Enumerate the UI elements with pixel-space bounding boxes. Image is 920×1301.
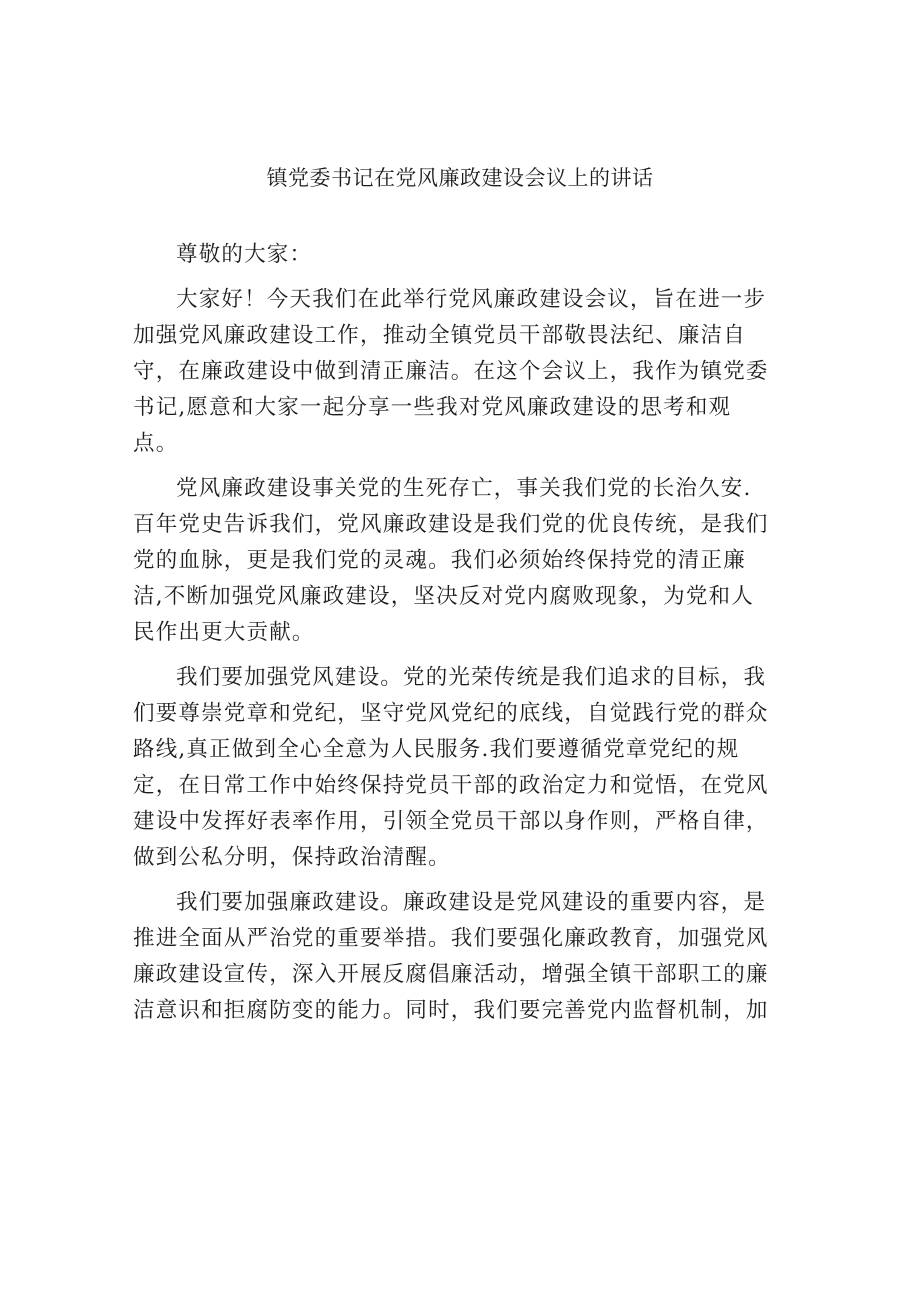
paragraph-line: 民作出更大贡献。 bbox=[133, 620, 315, 645]
paragraph-opening bbox=[133, 282, 785, 462]
salutation: 尊敬的大家： bbox=[176, 242, 313, 267]
paragraph-line: 大家好！今天我们在此举行党风廉政建设会议，旨在进一步 bbox=[176, 287, 767, 312]
paragraph-line: 我们要加强廉政建设。廉政建设是党风建设的重要内容，是 bbox=[176, 890, 767, 915]
paragraph-party-conduct bbox=[133, 660, 785, 876]
paragraph-line: 洁意识和拒腐防变的能力。同时，我们要完善党内监督机制，加 bbox=[133, 998, 769, 1023]
document-body bbox=[133, 237, 785, 1029]
paragraph-line: 定，在日常工作中始终保持党员干部的政治定力和觉悟，在党风 bbox=[133, 773, 769, 798]
document-title: 镇党委书记在党风廉政建设会议上的讲话 bbox=[266, 166, 654, 190]
paragraph-line: 洁,不断加强党风廉政建设，坚决反对党内腐败现象，为党和人 bbox=[133, 584, 754, 609]
paragraph-line: 建设中发挥好表率作用，引领全党员干部以身作则，严格自律， bbox=[133, 809, 769, 834]
paragraph-line: 党风廉政建设事关党的生死存亡，事关我们党的长治久安. bbox=[176, 476, 752, 501]
paragraph-line: 党的血脉，更是我们党的灵魂。我们必须始终保持党的清正廉 bbox=[133, 548, 746, 573]
paragraph-line: 百年党史告诉我们，党风廉政建设是我们党的优良传统，是我们 bbox=[133, 512, 769, 537]
paragraph-importance bbox=[133, 471, 785, 651]
paragraph-line: 做到公私分明，保持政治清醒。 bbox=[133, 845, 451, 870]
paragraph-line: 书记,愿意和大家一起分享一些我对党风廉政建设的思考和观 bbox=[133, 395, 732, 420]
paragraph-line: 们要尊崇党章和党纪，坚守党风党纪的底线，自觉践行党的群众 bbox=[133, 701, 769, 726]
paragraph-line: 推进全面从严治党的重要举措。我们要强化廉政教育，加强党风 bbox=[133, 926, 769, 951]
paragraph-line: 守，在廉政建设中做到清正廉洁。在这个会议上，我作为镇党委 bbox=[133, 359, 769, 384]
paragraph-line: 加强党风廉政建设工作，推动全镇党员干部敬畏法纪、廉洁自 bbox=[133, 323, 746, 348]
paragraph-line: 我们要加强党风建设。党的光荣传统是我们追求的目标，我 bbox=[176, 665, 767, 690]
paragraph-integrity bbox=[133, 885, 785, 1029]
paragraph-line: 点。 bbox=[133, 431, 179, 456]
paragraph-line: 路线,真正做到全心全意为人民服务.我们要遵循党章党纪的规 bbox=[133, 737, 740, 762]
paragraph-line: 廉政建设宣传，深入开展反腐倡廉活动，增强全镇干部职工的廉 bbox=[133, 962, 769, 987]
